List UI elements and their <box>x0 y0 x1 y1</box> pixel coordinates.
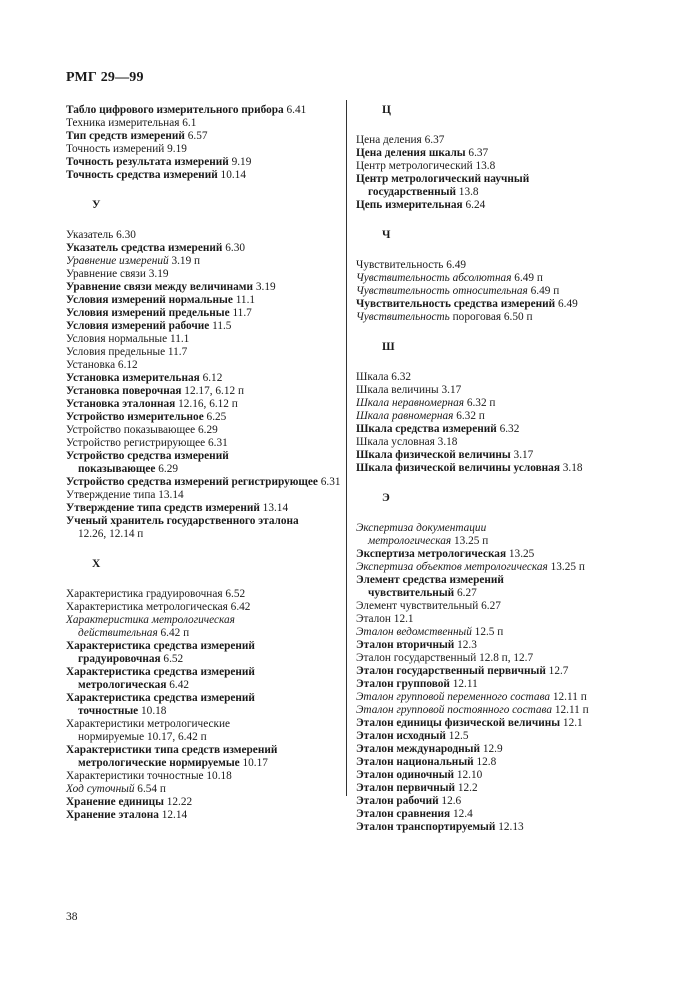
entry-term: Эталон групповой <box>356 678 450 690</box>
entry-term: Эталон сравнения <box>356 808 451 820</box>
index-entry <box>66 255 338 268</box>
entry-ref: 6.54 п <box>134 783 166 795</box>
entry-ref: 6.12 <box>115 359 138 371</box>
index-entry <box>356 272 652 285</box>
entry-term: Чувствительность <box>356 311 450 323</box>
section-letter-u: У <box>92 199 101 211</box>
entry-ref: 6.31 <box>317 476 341 488</box>
entry-term: Шкала <box>356 371 389 383</box>
index-entry <box>356 717 652 730</box>
entry-term: Чувствительность относительная <box>356 285 528 297</box>
entry-term: Условия нормальные <box>66 333 168 345</box>
entry-term: Элемент чувствительный <box>356 600 479 612</box>
index-entry <box>66 796 338 809</box>
entry-ref: 13.25 п <box>547 561 585 573</box>
entry-ref: 9.19 <box>164 143 187 155</box>
entry-ref: 12.16, 6.12 п <box>175 398 238 410</box>
entry-ref: 13.25 п <box>451 535 489 547</box>
entry-term: Цена деления шкалы <box>356 147 466 159</box>
entry-ref: 6.27 <box>478 600 501 612</box>
entry-term: Чувствительность средства измерений <box>356 298 556 310</box>
entry-term: Эталон исходный <box>356 730 446 742</box>
entry-term: Эталон групповой переменного состава <box>356 691 551 703</box>
index-entry <box>356 769 652 782</box>
entry-term: Техника измерительная <box>66 117 180 129</box>
entry-term: Экспертиза метрологическая <box>356 548 507 560</box>
entry-ref: 3.19 п <box>168 255 201 267</box>
entry-term: Ученый хранитель государственного эталона <box>66 515 299 527</box>
entry-term: Установка измерительная <box>66 372 200 384</box>
entry-ref: 10.17, 6.42 п <box>144 731 207 743</box>
index-entry <box>66 692 278 718</box>
entry-term: Эталон государственный <box>356 652 477 664</box>
entry-term: Табло цифрового измерительного прибора <box>66 104 284 116</box>
index-entry <box>356 743 652 756</box>
index-entry <box>356 173 558 199</box>
entry-ref: пороговая 6.50 п <box>449 311 533 323</box>
index-entry <box>356 821 652 834</box>
index-entry <box>356 134 652 147</box>
entry-term: Эталон ведомственный <box>356 626 472 638</box>
entry-term: Цепь измерительная <box>356 199 463 211</box>
entry-ref: 6.52 <box>160 653 184 665</box>
entry-ref: 11.1 <box>232 294 256 306</box>
entry-term: Условия измерений рабочие <box>66 320 210 332</box>
entry-term: Шкала равномерная <box>356 410 454 422</box>
index-entry <box>66 437 338 450</box>
index-entry <box>66 242 338 255</box>
index-entry <box>66 104 338 117</box>
index-entry <box>356 808 652 821</box>
entry-term: Характеристики типа средств измерений метрологические нормируемые <box>66 744 278 769</box>
entry-ref: 3.17 <box>510 449 534 461</box>
index-entry <box>66 588 338 601</box>
entry-term: Шкала средства измерений <box>356 423 497 435</box>
entry-term: Центр метрологический <box>356 160 473 172</box>
entry-term: Устройство регистрирующее <box>66 437 206 449</box>
section-letter-sh: Ш <box>382 341 395 353</box>
index-entry <box>66 229 338 242</box>
entry-ref: 11.7 <box>229 307 252 319</box>
entry-term: Уравнение связи <box>66 268 146 280</box>
entry-term: Эталон национальный <box>356 756 474 768</box>
entry-ref: 12.8 п, 12.7 <box>476 652 534 664</box>
entry-ref: 6.32 <box>496 423 520 435</box>
index-entry <box>66 307 338 320</box>
entry-term: Эталон международный <box>356 743 480 755</box>
section-letter-ts: Ц <box>382 104 391 116</box>
entry-ref: 12.1 <box>560 717 583 729</box>
entry-term: Точность средства измерений <box>66 169 218 181</box>
index-entry <box>66 294 338 307</box>
entry-ref: 12.11 <box>449 678 478 690</box>
index-entry <box>66 143 338 156</box>
entry-term: Установка эталонная <box>66 398 176 410</box>
index-entry <box>356 626 652 639</box>
index-entry <box>356 756 652 769</box>
entry-ref: 6.49 п <box>511 272 543 284</box>
index-entry <box>356 410 652 423</box>
index-entry <box>356 147 652 160</box>
entry-ref: 6.29 <box>195 424 218 436</box>
entry-group-e <box>356 522 652 834</box>
entry-term: Шкала условная <box>356 436 435 448</box>
entry-ref: 11.7 <box>165 346 188 358</box>
index-entry <box>66 450 273 476</box>
entry-ref: 12.10 <box>454 769 483 781</box>
entry-term: Устройство измерительное <box>66 411 204 423</box>
index-entry <box>66 783 338 796</box>
index-entry <box>66 476 341 489</box>
index-entry <box>66 614 278 640</box>
index-entry <box>356 613 652 626</box>
entry-ref: 6.30 <box>222 242 245 254</box>
entry-term: Центр метрологический научный государственный <box>356 173 530 198</box>
entry-ref: 13.8 <box>455 186 479 198</box>
entry-term: Хранение единицы <box>66 796 164 808</box>
index-entry <box>66 601 338 614</box>
index-entry <box>356 691 652 704</box>
index-entry <box>66 398 338 411</box>
entry-group-sh <box>356 371 652 475</box>
entry-ref: 12.3 <box>454 639 477 651</box>
index-entry <box>356 795 652 808</box>
index-entry <box>66 333 338 346</box>
entry-term: Ход суточный <box>66 783 135 795</box>
index-entry <box>356 704 652 717</box>
entry-ref: 6.42 <box>166 679 190 691</box>
entry-ref: 6.32 п <box>464 397 496 409</box>
entry-term: Уравнение связи между величинами <box>66 281 254 293</box>
index-entry <box>356 678 652 691</box>
entry-ref: 6.41 <box>283 104 307 116</box>
index-entry <box>66 489 338 502</box>
index-entry <box>356 311 652 324</box>
entry-ref: 6.27 <box>454 587 477 599</box>
entry-ref: 6.32 п <box>453 410 485 422</box>
entry-ref: 11.1 <box>167 333 190 345</box>
entry-ref: 6.37 <box>465 147 489 159</box>
entry-term: Эталон групповой постоянного состава <box>356 704 552 716</box>
entry-ref: 6.52 <box>222 588 246 600</box>
index-entry <box>356 665 652 678</box>
index-entry <box>66 268 338 281</box>
entry-ref: 6.1 <box>179 117 197 129</box>
entry-ref: 12.9 <box>480 743 503 755</box>
entry-term: Эталон транспортируемый <box>356 821 496 833</box>
index-entry <box>66 666 278 692</box>
entry-ref: 11.5 <box>209 320 232 332</box>
index-column-left <box>66 104 341 822</box>
entry-term: Утверждение типа средств измерений <box>66 502 260 514</box>
entry-term: Элемент средства измерений чувствительный <box>356 574 504 599</box>
entry-ref: 12.11 п <box>550 691 587 703</box>
index-entry <box>356 423 652 436</box>
index-entry <box>356 259 652 272</box>
index-entry <box>356 449 652 462</box>
entry-ref: 3.17 <box>438 384 462 396</box>
index-entry <box>66 320 338 333</box>
index-entry <box>356 285 652 298</box>
entry-group-ch <box>356 259 652 324</box>
entry-term: Цена деления <box>356 134 422 146</box>
entry-ref: 6.25 <box>203 411 227 423</box>
index-entry <box>356 600 652 613</box>
index-entry <box>356 548 652 561</box>
entry-ref: 10.18 <box>203 770 232 782</box>
entry-ref: 6.42 п <box>157 627 190 639</box>
entry-term: Устройство показывающее <box>66 424 196 436</box>
entry-group-u <box>66 229 341 541</box>
index-entry <box>66 640 278 666</box>
entry-term: Условия измерений нормальные <box>66 294 233 306</box>
entry-term: Устройство средства измерений показывающее <box>66 450 229 475</box>
entry-ref: 13.25 <box>506 548 535 560</box>
entry-term: Шкала физической величины <box>356 449 511 461</box>
index-entry <box>356 199 652 212</box>
entry-term: Характеристика градуировочная <box>66 588 223 600</box>
section-letter-e: Э <box>382 492 390 504</box>
entry-term: Точность результата измерений <box>66 156 229 168</box>
index-entry <box>66 809 338 822</box>
entry-term: Эталон вторичный <box>356 639 455 651</box>
index-entry <box>66 169 338 182</box>
entry-term: Утверждение типа <box>66 489 156 501</box>
entry-term: Хранение эталона <box>66 809 159 821</box>
entry-term: Установка <box>66 359 116 371</box>
entry-term: Эталон государственный первичный <box>356 665 546 677</box>
entry-ref: 12.14 <box>158 809 188 821</box>
index-entry <box>356 436 652 449</box>
entry-group-h <box>66 588 338 822</box>
document-code: РМГ 29—99 <box>66 70 144 85</box>
index-entry <box>356 160 652 173</box>
index-entry <box>66 744 298 770</box>
entry-ref: 12.2 <box>455 782 478 794</box>
entry-ref: 10.17 <box>239 757 268 769</box>
entry-term: Характеристики метрологические нормируемые <box>66 718 231 743</box>
entry-term: Тип средств измерений <box>66 130 185 142</box>
entry-ref: 3.18 <box>559 462 583 474</box>
entry-ref: 6.32 <box>388 371 412 383</box>
index-entry <box>66 424 338 437</box>
entry-term: Экспертиза объектов метрологическая <box>356 561 548 573</box>
entry-ref: 6.30 <box>113 229 136 241</box>
entry-ref: 6.31 <box>205 437 228 449</box>
entry-term: Устройство средства измерений регистрирующее <box>66 476 318 488</box>
entry-term: Указатель <box>66 229 114 241</box>
entry-ref: 12.13 <box>495 821 524 833</box>
entry-ref: 6.42 <box>227 601 251 613</box>
entry-term: Характеристики точностные <box>66 770 204 782</box>
entry-ref: 9.19 <box>228 156 252 168</box>
index-entry <box>66 372 338 385</box>
column-divider <box>346 100 347 796</box>
entry-ref: 12.7 <box>545 665 569 677</box>
entry-term: Условия предельные <box>66 346 166 358</box>
entry-ref: 12.17, 6.12 п <box>181 385 245 397</box>
index-entry <box>356 639 652 652</box>
entry-term: Эталон одиночный <box>356 769 455 781</box>
section-letter-ch: Ч <box>382 229 391 241</box>
index-entry <box>356 522 538 548</box>
entry-ref: 12.26, 12.14 п <box>78 528 144 540</box>
section-letter-h: Х <box>92 558 101 570</box>
index-entry <box>66 117 338 130</box>
entry-ref: 3.18 <box>434 436 458 448</box>
index-entry <box>356 574 558 600</box>
entry-ref: 6.24 <box>462 199 486 211</box>
entry-term: Характеристика средства измерений метрологическая <box>66 666 255 691</box>
index-entry <box>356 462 652 475</box>
entry-ref: 13.8 <box>472 160 496 172</box>
index-entry <box>66 156 338 169</box>
index-entry <box>66 130 338 143</box>
index-entry <box>356 561 652 574</box>
entry-term: Эталон рабочий <box>356 795 439 807</box>
entry-ref: 6.49 <box>443 259 467 271</box>
index-entry <box>66 359 338 372</box>
entry-ref: 6.37 <box>421 134 445 146</box>
index-entry <box>356 782 652 795</box>
entry-ref: 12.4 <box>450 808 473 820</box>
entry-term: Характеристика средства измерений точностные <box>66 692 255 717</box>
entry-term: Условия измерений предельные <box>66 307 230 319</box>
index-entry <box>66 281 338 294</box>
entry-term: Чувствительность <box>356 259 444 271</box>
entry-ref: 12.1 <box>390 613 414 625</box>
entry-ref: 13.14 <box>259 502 289 514</box>
index-entry <box>66 770 338 783</box>
entry-group-ts <box>356 134 652 212</box>
entry-group-t <box>66 104 338 182</box>
entry-term: Характеристика метрологическая <box>66 601 228 613</box>
index-entry <box>66 718 278 744</box>
entry-ref: 6.49 п <box>527 285 560 297</box>
entry-ref: 12.8 <box>473 756 497 768</box>
index-entry <box>66 411 338 424</box>
entry-term: Экспертиза документации метрологическая <box>356 522 487 547</box>
entry-ref: 10.18 <box>138 705 167 717</box>
entry-term: Шкала неравномерная <box>356 397 464 409</box>
entry-ref: 13.14 <box>155 489 184 501</box>
entry-ref: 12.6 <box>438 795 462 807</box>
entry-ref: 6.12 <box>199 372 223 384</box>
entry-term: Точность измерений <box>66 143 165 155</box>
entry-term: Эталон первичный <box>356 782 456 794</box>
entry-term: Чувствительность абсолютная <box>356 272 512 284</box>
index-entry <box>356 652 652 665</box>
entry-ref: 12.5 п <box>471 626 504 638</box>
entry-ref: 10.14 <box>217 169 246 181</box>
entry-term: Уравнение измерений <box>66 255 169 267</box>
index-entry <box>356 730 652 743</box>
entry-term: Характеристика средства измерений градуировочная <box>66 640 255 665</box>
entry-ref: 6.57 <box>184 130 208 142</box>
entry-ref: 12.5 <box>445 730 469 742</box>
index-entry <box>356 384 652 397</box>
index-entry <box>356 397 652 410</box>
index-entry <box>356 371 652 384</box>
index-entry <box>356 298 652 311</box>
entry-term: Эталон единицы физической величины <box>356 717 561 729</box>
page-number: 38 <box>66 911 78 923</box>
entry-ref: 12.22 <box>163 796 193 808</box>
index-entry <box>66 515 308 541</box>
entry-term: Характеристика метрологическая действительная <box>66 614 235 639</box>
index-column-right <box>356 104 652 834</box>
entry-term: Шкала физической величины условная <box>356 462 560 474</box>
entry-ref: 3.19 <box>145 268 169 280</box>
entry-term: Эталон <box>356 613 391 625</box>
entry-ref: 6.29 <box>155 463 179 475</box>
index-entry <box>66 502 338 515</box>
entry-term: Установка поверочная <box>66 385 182 397</box>
entry-term: Указатель средства измерений <box>66 242 223 254</box>
entry-ref: 3.19 <box>253 281 276 293</box>
entry-ref: 12.11 п <box>552 704 589 716</box>
entry-ref: 6.49 <box>555 298 578 310</box>
entry-term: Шкала величины <box>356 384 439 396</box>
index-entry <box>66 385 338 398</box>
index-entry <box>66 346 338 359</box>
